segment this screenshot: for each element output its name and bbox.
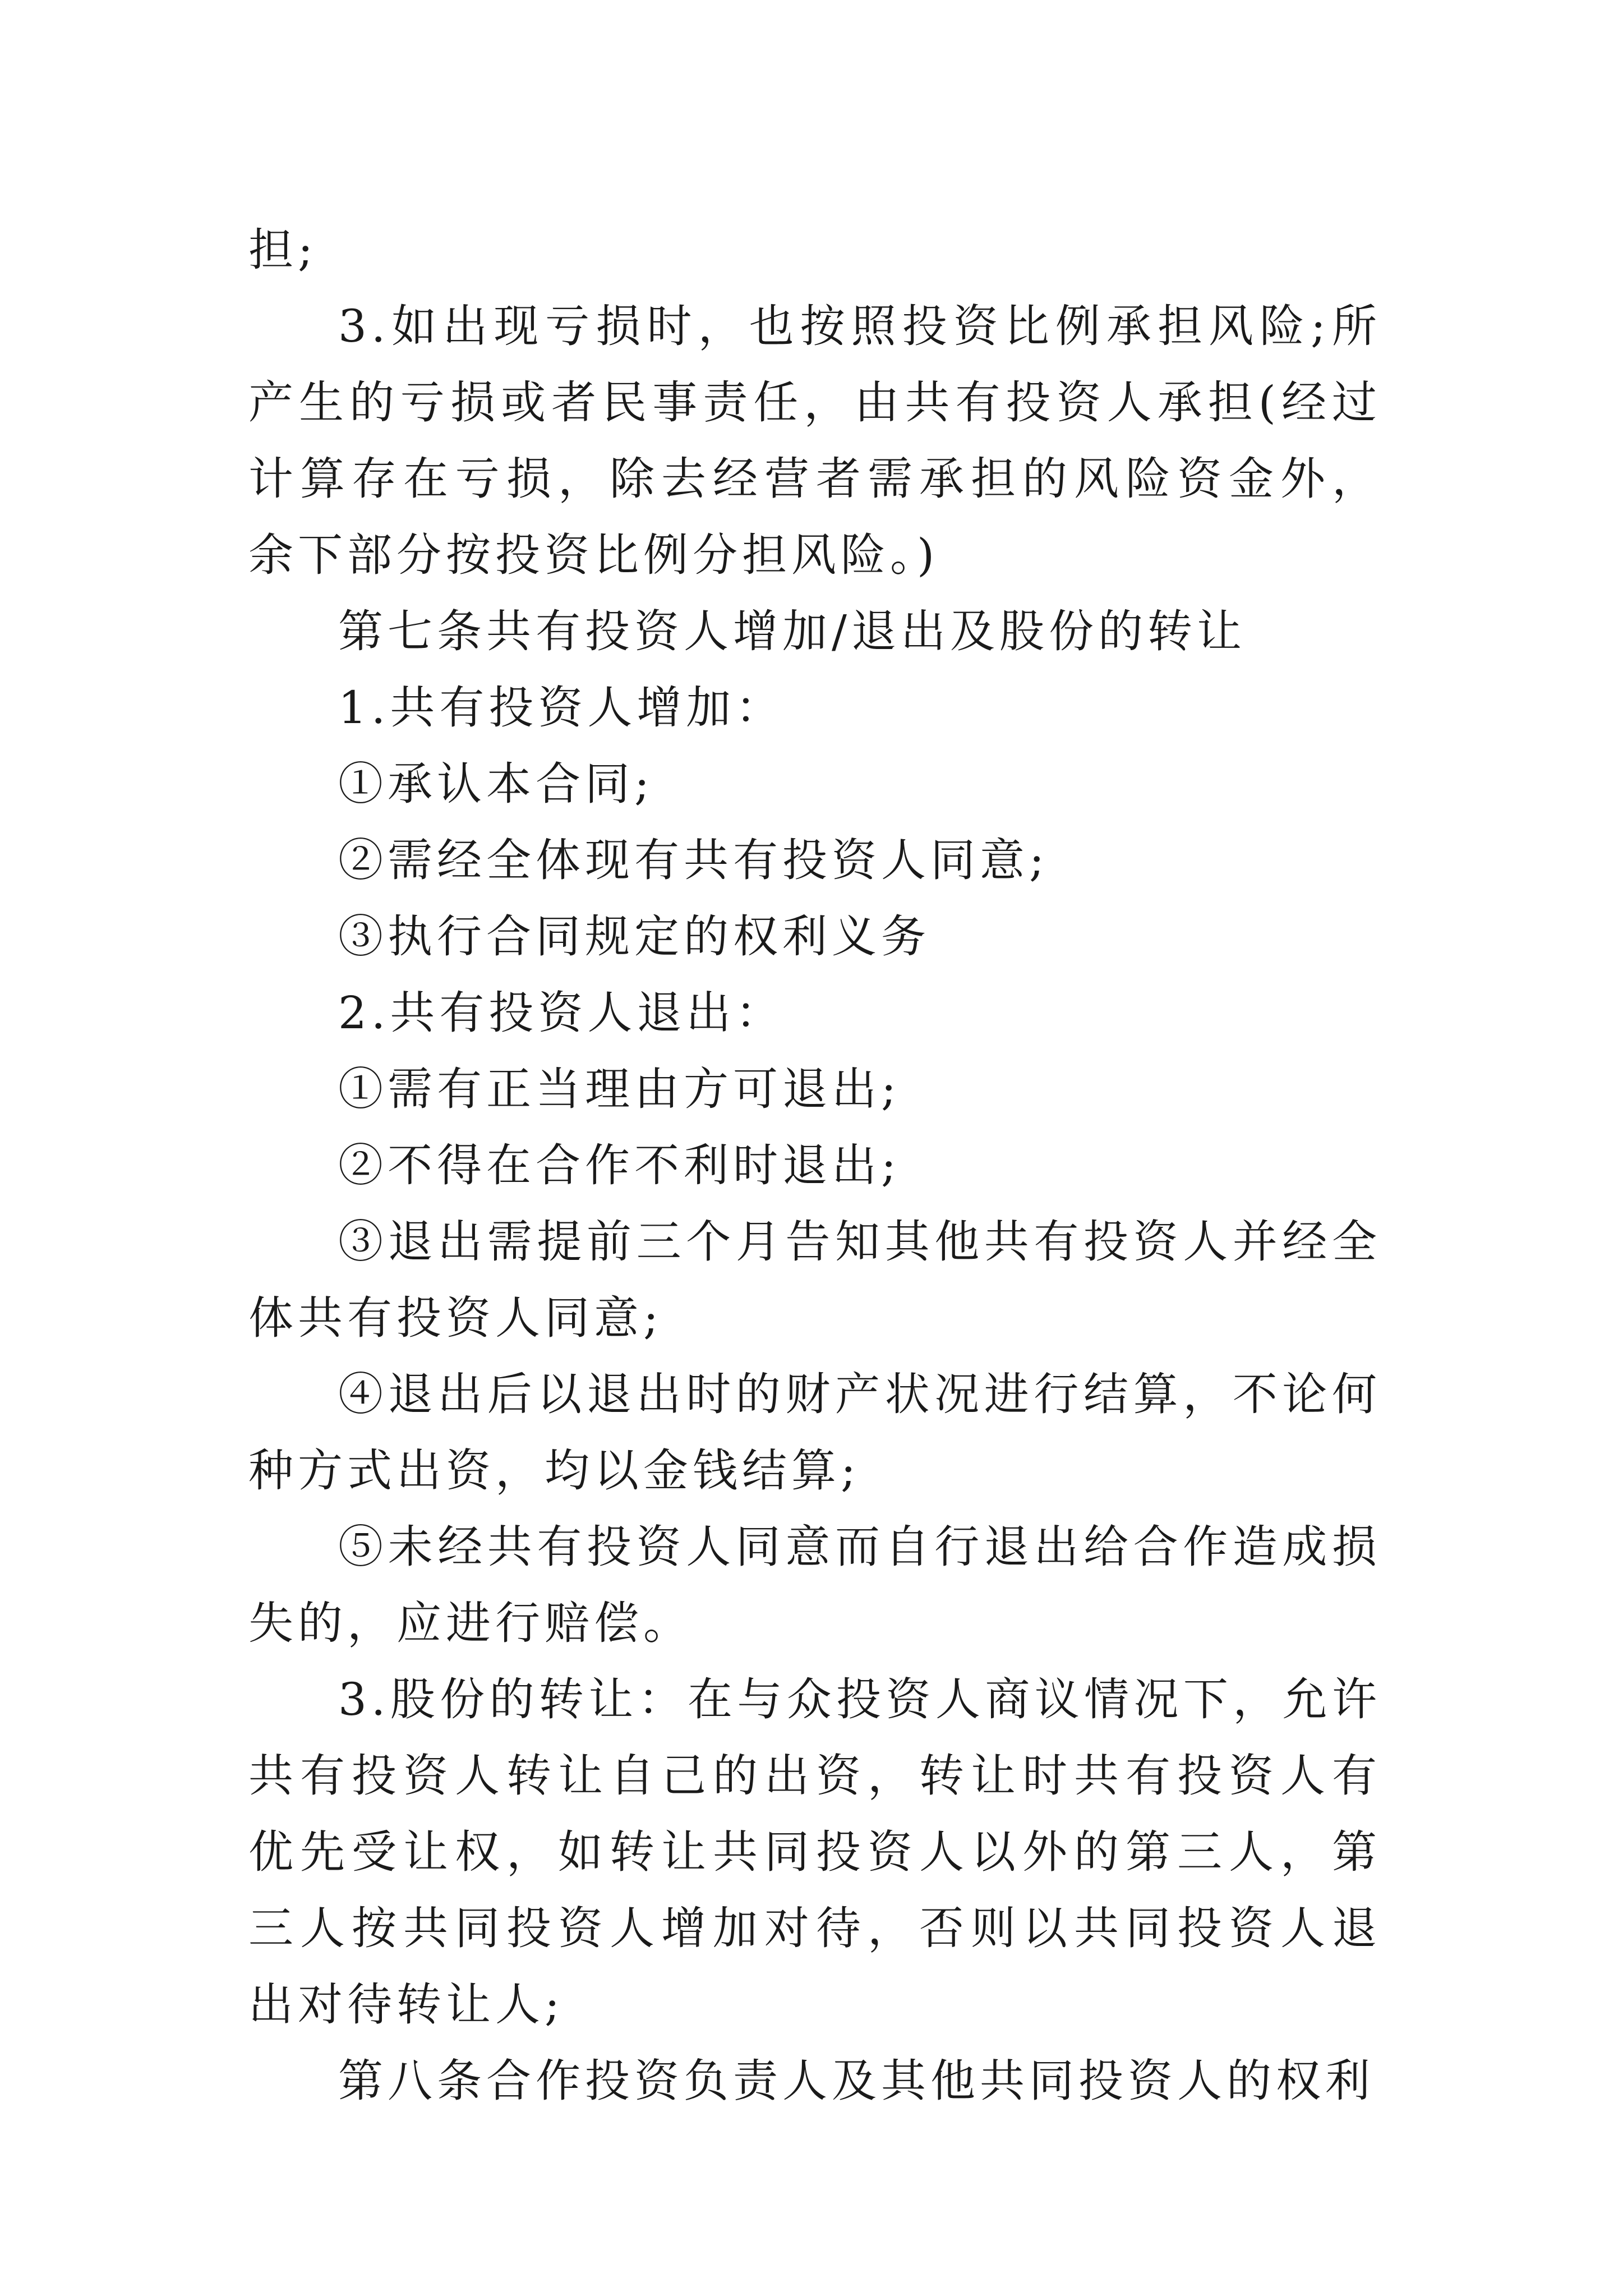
document-body: [248, 212, 1381, 2119]
list-item: ③退出需提前三个月告知其他共有投资人并经全体共有投资人同意;: [248, 1216, 1381, 1344]
paragraph-investor-addition: 1.共有投资人增加：: [338, 682, 785, 734]
paragraph-investor-exit: 2.共有投资人退出：: [338, 987, 785, 1039]
paragraph-share-transfer: 3.股份的转让：在与众投资人商议情况下，允许共有投资人转让自己的出资，转让时共有投资人有优先受让权，如转让共同投资人以外的第三人，第三人按共同投资人增加对待，否则以共同投资人退出对待转让人;: [248, 1673, 1381, 2031]
heading-article-7: 第七条共有投资人增加/退出及股份的转让: [338, 605, 1246, 657]
list-item: ②不得在合作不利时退出;: [338, 1139, 901, 1191]
list-item: ①承认本合同;: [338, 758, 654, 810]
paragraph-continuation: 担;: [248, 224, 317, 276]
list-item: ③执行合同规定的权利义务: [338, 910, 930, 963]
list-item: ④退出后以退出时的财产状况进行结算，不论何种方式出资，均以金钱结算;: [248, 1368, 1381, 1497]
heading-article-8: 第八条合作投资负责人及其他共同投资人的权利: [338, 2055, 1375, 2107]
list-item: ⑤未经共有投资人同意而自行退出给合作造成损失的，应进行赔偿。: [248, 1521, 1381, 1649]
list-item: ②需经全体现有共有投资人同意;: [338, 834, 1049, 886]
list-item: ①需有正当理由方可退出;: [338, 1063, 901, 1115]
paragraph-loss-risk: 3.如出现亏损时，也按照投资比例承担风险;所产生的亏损或者民事责任，由共有投资人承担(经过计算存在亏损，除去经营者需承担的风险资金外，余下部分按投资比例分担风险。): [248, 300, 1381, 581]
